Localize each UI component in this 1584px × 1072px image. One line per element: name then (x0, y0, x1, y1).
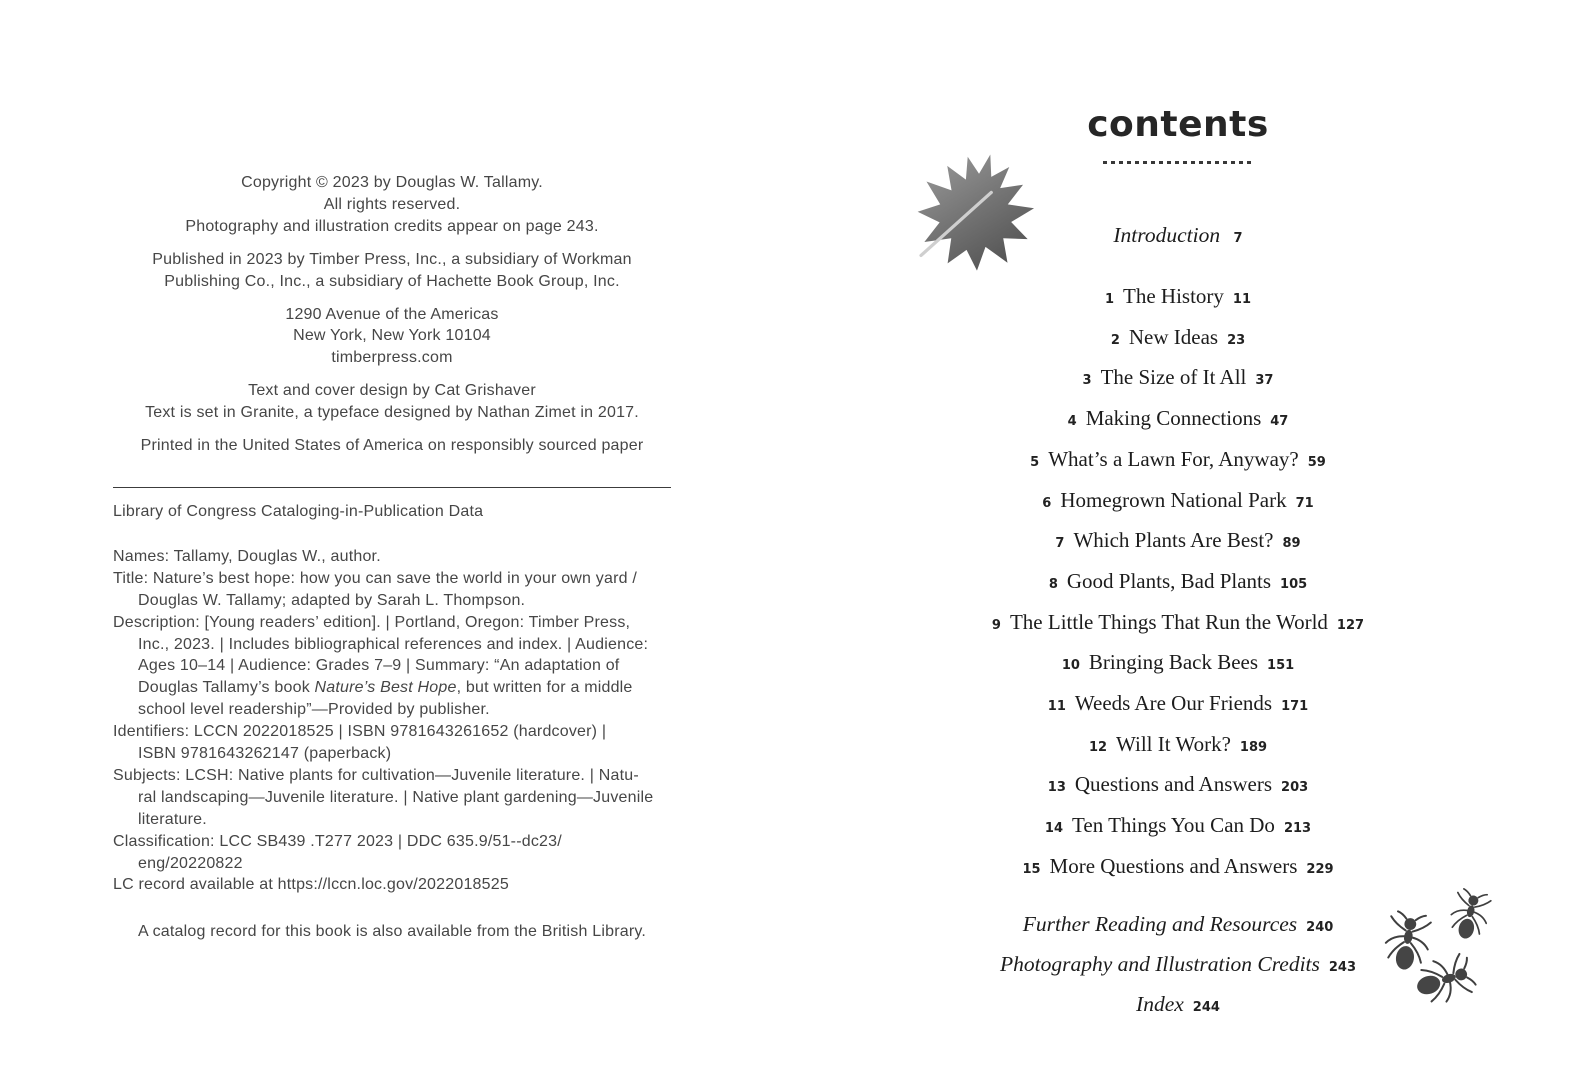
chapter-number: 13 (1047, 780, 1066, 796)
cip-line: LC record available at https://lccn.loc.gov/2022018525 (113, 876, 509, 894)
publisher-paragraph (113, 249, 671, 293)
dotted-divider (1103, 161, 1253, 164)
back-matter-page-number: 244 (1192, 999, 1220, 1015)
cip-line: ral landscaping—Juvenile literature. | Native plant gardening—Juvenile (138, 788, 654, 806)
address-paragraph (113, 304, 671, 370)
chapter-number: 14 (1044, 821, 1064, 837)
toc-entry (900, 807, 1456, 848)
chapter-title: The History (1123, 284, 1224, 308)
chapter-page-number: 171 (1281, 699, 1309, 715)
toc-entry (900, 441, 1456, 482)
chapter-title: Questions and Answers (1074, 772, 1273, 797)
cip-line-with-italic (113, 677, 671, 699)
toc-chapter-list (900, 278, 1456, 889)
chapter-number: 9 (991, 617, 1001, 633)
copyright-paragraph (113, 172, 671, 238)
toc-entry (900, 685, 1456, 726)
chapter-number: 8 (1048, 576, 1058, 592)
copyright-page (113, 172, 671, 943)
chapter-page-number: 229 (1306, 861, 1334, 877)
horizontal-divider (113, 487, 671, 488)
toc-intro-row (900, 220, 1456, 254)
chapter-page-number: 59 (1307, 454, 1326, 470)
publisher-line: Published in 2023 by Timber Press, Inc., a subsidiary of Workman (152, 250, 632, 268)
publisher-website: timberpress.com (331, 349, 453, 367)
chapter-page-number: 151 (1267, 658, 1295, 674)
chapter-page-number: 47 (1270, 414, 1289, 430)
chapter-number: 4 (1067, 414, 1077, 430)
chapter-number: 6 (1042, 495, 1052, 511)
toc-entry (900, 766, 1456, 807)
address-line: 1290 Avenue of the Americas (285, 305, 499, 323)
contents-title: contents (1087, 104, 1269, 145)
chapter-title: The Size of It All (1100, 365, 1247, 390)
chapter-number: 10 (1061, 658, 1080, 674)
copyright-line: Photography and illustration credits appear on page 243. (185, 217, 599, 235)
chapter-page-number: 127 (1336, 617, 1365, 633)
cip-line: Title: Nature’s best hope: how you can save the world in your own yard / (113, 569, 638, 587)
typeface-credit-line: Text is set in Granite, a typeface designed by Nathan Zimet in 2017. (145, 404, 639, 422)
chapter-number: 3 (1082, 373, 1092, 389)
cip-text: , but written for a middle (456, 679, 633, 697)
back-matter-label: Index (1136, 991, 1184, 1016)
toc-entry (900, 848, 1456, 889)
chapter-title: Ten Things You Can Do (1072, 813, 1275, 838)
chapter-number: 15 (1022, 861, 1041, 877)
chapter-page-number: 213 (1283, 821, 1312, 837)
toc-entry (900, 563, 1456, 604)
chapter-page-number: 23 (1227, 332, 1246, 348)
address-line: New York, New York 10104 (293, 327, 491, 345)
british-library-note: A catalog record for this book is also available from the British Library. (137, 923, 647, 941)
toc-entry (900, 482, 1456, 523)
cip-line: eng/20220822 (138, 854, 243, 872)
chapter-title: The Little Things That Run the World (1009, 609, 1328, 634)
cip-line: Subjects: LCSH: Native plants for cultivation—Juvenile literature. | Natu- (113, 766, 639, 784)
toc-entry (900, 319, 1456, 360)
printing-note-line: Printed in the United States of America on responsibly sourced paper (140, 437, 644, 455)
cip-line: Classification: LCC SB439 .T277 2023 | DDC 635.9/51--dc23/ (113, 832, 562, 850)
cip-line: ISBN 9781643262147 (paperback) (138, 745, 392, 763)
cip-heading: Library of Congress Cataloging-in-Publication Data (113, 502, 484, 520)
chapter-page-number: 189 (1239, 739, 1268, 755)
chapter-number: 1 (1104, 292, 1115, 307)
chapter-title: Which Plants Are Best? (1073, 528, 1274, 553)
toc-back-matter (900, 906, 1456, 1026)
toc-entry (900, 278, 1456, 319)
design-credit-line: Text and cover design by Cat Grishaver (248, 382, 536, 400)
cip-text: Douglas Tallamy’s book (138, 679, 315, 697)
chapter-title: More Questions and Answers (1049, 853, 1298, 878)
cip-line: Douglas W. Tallamy; adapted by Sarah L. Thompson. (138, 591, 526, 609)
chapter-title: Homegrown National Park (1060, 487, 1287, 512)
chapter-title: New Ideas (1128, 324, 1219, 349)
back-matter-label: Photography and Illustration Credits (999, 951, 1320, 976)
cip-line: Names: Tallamy, Douglas W., author. (113, 547, 381, 565)
back-matter-page-number: 243 (1328, 959, 1357, 975)
chapter-page-number: 89 (1282, 536, 1301, 552)
cip-line: Ages 10–14 | Audience: Grades 7–9 | Summary: “An adaptation of (138, 657, 620, 675)
chapter-title: Good Plants, Bad Plants (1066, 568, 1272, 593)
toc-back-entry (900, 906, 1456, 946)
intro-label: Introduction (1113, 223, 1221, 247)
toc-entry (900, 359, 1456, 400)
chapter-page-number: 11 (1232, 292, 1252, 307)
cip-line: Inc., 2023. | Includes bibliographical references and index. | Audience: (138, 635, 649, 653)
cip-book-title-italic: Nature’s Best Hope (314, 679, 457, 697)
chapter-number: 2 (1110, 332, 1120, 348)
cip-line: Identifiers: LCCN 2022018525 | ISBN 9781643261652 (hardcover) | (113, 723, 607, 741)
toc-entry (900, 644, 1456, 685)
chapter-page-number: 203 (1281, 780, 1309, 796)
toc-back-entry (900, 946, 1456, 986)
toc-entry (900, 400, 1456, 441)
chapter-title: Bringing Back Bees (1088, 650, 1259, 675)
back-matter-page-number: 240 (1306, 919, 1334, 935)
toc-entry (900, 604, 1456, 645)
intro-page-number: 7 (1233, 231, 1243, 246)
copyright-line: Copyright © 2023 by Douglas W. Tallamy. (241, 174, 543, 191)
chapter-number: 11 (1047, 699, 1066, 715)
chapter-title: Weeds Are Our Friends (1074, 691, 1273, 716)
back-matter-label: Further Reading and Resources (1022, 911, 1298, 936)
chapter-number: 7 (1055, 536, 1065, 552)
toc-entry (900, 726, 1456, 767)
cip-line: Description: [Young readers’ edition]. | Portland, Oregon: Timber Press, (113, 613, 631, 631)
cip-line: literature. (138, 810, 207, 828)
chapter-page-number: 37 (1255, 373, 1274, 389)
copyright-line: All rights reserved. (323, 195, 461, 213)
publisher-line: Publishing Co., Inc., a subsidiary of Hachette Book Group, Inc. (164, 272, 620, 290)
design-credit-paragraph (113, 380, 671, 424)
printing-note-paragraph (113, 435, 671, 457)
chapter-title: Making Connections (1085, 406, 1262, 431)
chapter-number: 5 (1030, 454, 1040, 470)
contents-page (900, 103, 1456, 1026)
chapter-page-number: 105 (1280, 576, 1308, 592)
chapter-number: 12 (1088, 739, 1108, 755)
chapter-title: Will It Work? (1116, 731, 1231, 756)
toc-entry (900, 522, 1456, 563)
toc-back-entry (900, 986, 1456, 1026)
chapter-title: What’s a Lawn For, Anyway? (1048, 446, 1299, 471)
chapter-page-number: 71 (1295, 495, 1314, 511)
cip-line: school level readership”—Provided by publisher. (138, 701, 490, 719)
